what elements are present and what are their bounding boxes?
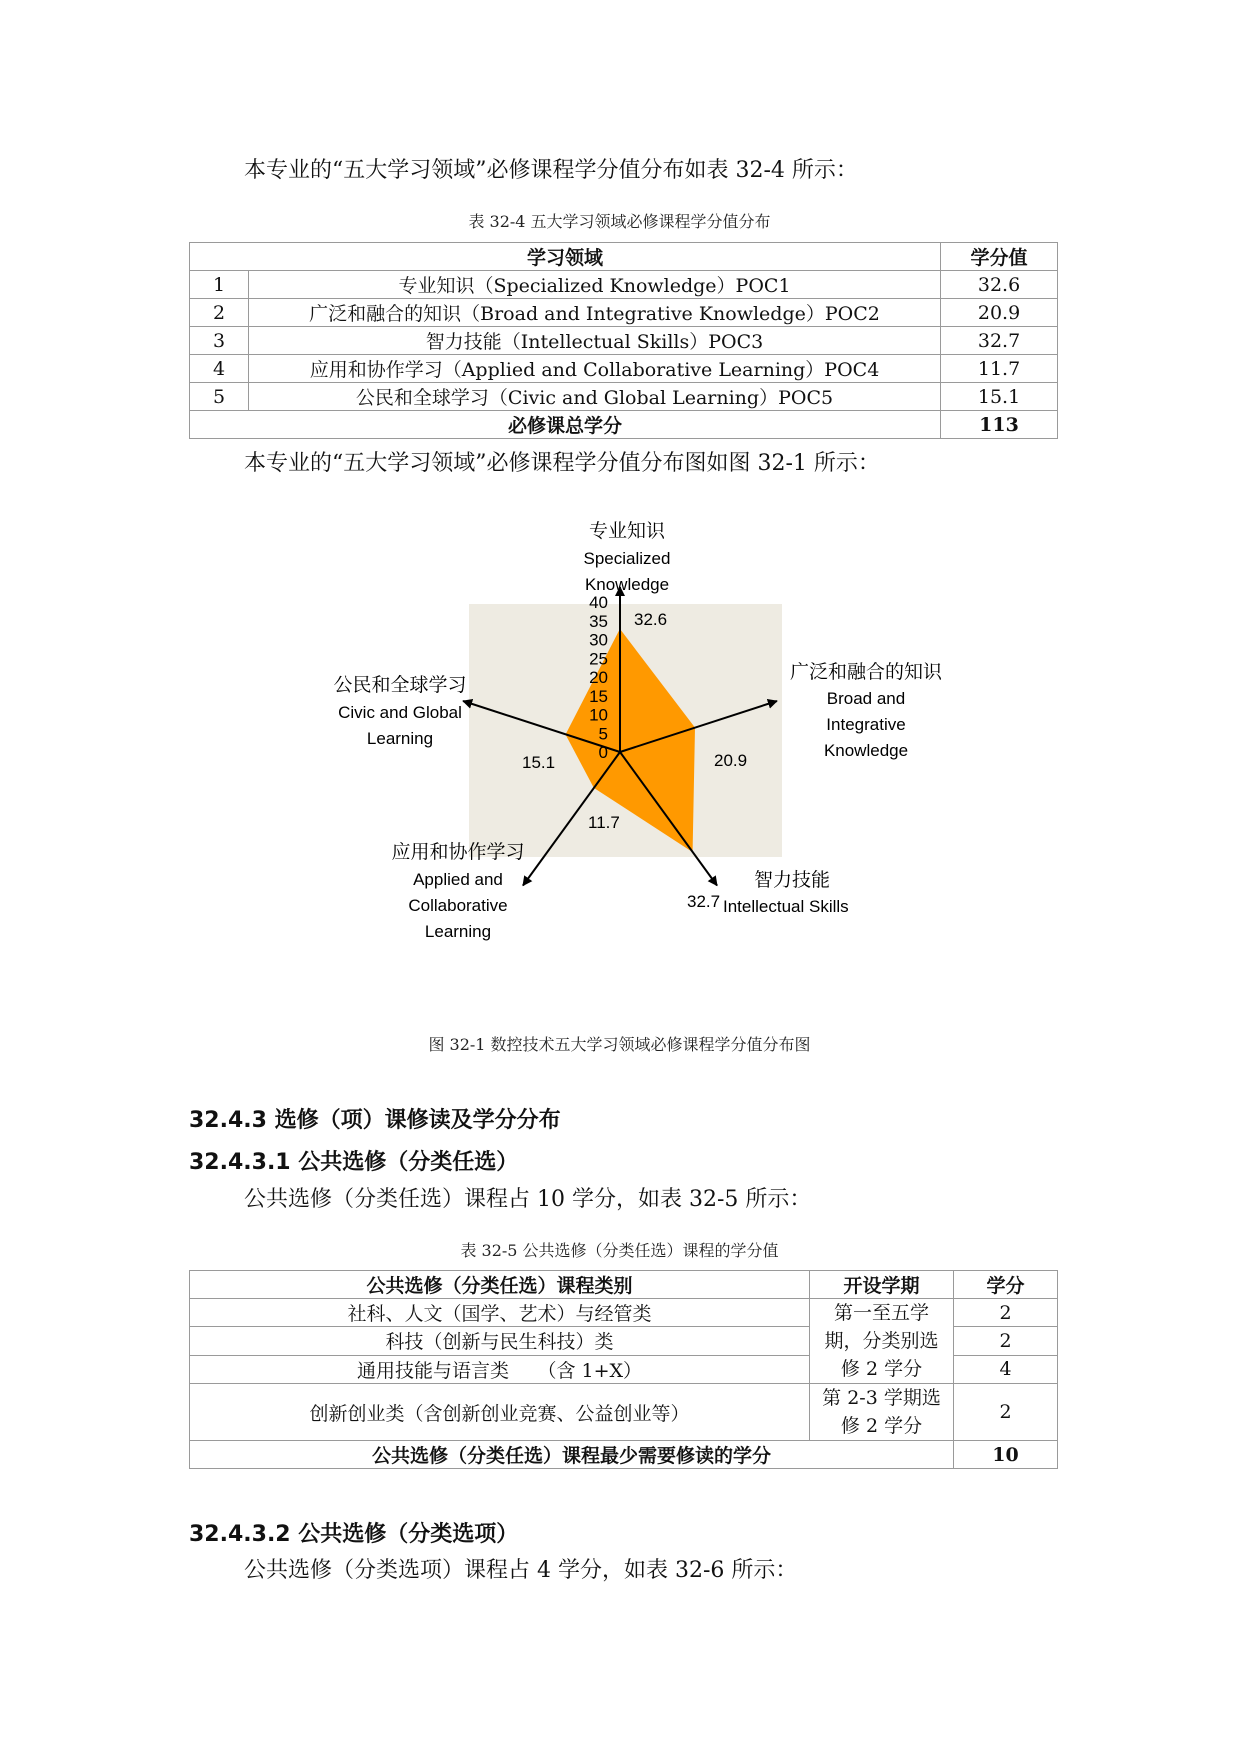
table-row bbox=[190, 299, 1058, 327]
intro-paragraph-4: 公共选修（分类选项）课程占 4 学分，如表 32-6 所示： bbox=[244, 1558, 798, 1583]
row-domain: 应用和协作学习（Applied and Collaborative Learning）POC4 bbox=[249, 355, 941, 383]
row-domain: 广泛和融合的知识（Broad and Integrative Knowledge）POC2 bbox=[249, 299, 941, 327]
row-category: 创新创业类（含创新创业竞赛、公益创业等） bbox=[190, 1384, 810, 1441]
header-credit: 学分值 bbox=[941, 243, 1058, 271]
category-en: Integrative bbox=[826, 715, 906, 734]
radial-tick-label: 15 bbox=[589, 686, 608, 706]
category-zh: 应用和协作学习 bbox=[391, 841, 525, 863]
row-credit: 2 bbox=[954, 1327, 1058, 1355]
table-total-row bbox=[190, 411, 1058, 439]
category-en: Applied and bbox=[413, 870, 503, 889]
row-category: 通用技能与语言类 （含 1+X） bbox=[190, 1355, 810, 1383]
radial-tick-label: 20 bbox=[589, 668, 608, 687]
radar-chart bbox=[0, 500, 1239, 1000]
table-header-row bbox=[190, 1271, 1058, 1299]
header-domain: 学习领域 bbox=[190, 243, 941, 271]
row-domain: 公民和全球学习（Civic and Global Learning）POC5 bbox=[249, 383, 941, 411]
credit-domain-table bbox=[189, 242, 1058, 439]
row-domain: 专业知识（Specialized Knowledge）POC1 bbox=[249, 271, 941, 299]
radial-tick-label: 25 bbox=[589, 649, 608, 669]
radial-tick-label: 40 bbox=[589, 593, 608, 612]
elective-credit-table bbox=[189, 1270, 1058, 1469]
radial-tick-label: 5 bbox=[598, 724, 608, 744]
figure-caption: 图 32-1 数控技术五大学习领域必修课程学分值分布图 bbox=[428, 1035, 811, 1054]
category-zh: 广泛和融合的知识 bbox=[789, 661, 943, 683]
category-en: Knowledge bbox=[823, 741, 909, 760]
row-credit: 4 bbox=[954, 1355, 1058, 1383]
row-number: 5 bbox=[190, 383, 249, 411]
total-label: 必修课总学分 bbox=[190, 411, 941, 439]
category-label-civic bbox=[333, 674, 466, 748]
category-label-broad bbox=[790, 661, 943, 760]
category-zh: 智力技能 bbox=[754, 869, 831, 891]
total-value: 10 bbox=[954, 1441, 1058, 1469]
category-en: Civic and Global bbox=[338, 703, 462, 722]
radial-tick-label: 10 bbox=[589, 705, 608, 725]
category-en: Learning bbox=[424, 922, 492, 941]
table-header-row bbox=[190, 243, 1058, 271]
category-label-applied bbox=[391, 841, 524, 941]
table-row bbox=[190, 1299, 1058, 1327]
radial-tick-label: 30 bbox=[589, 630, 608, 650]
row-credit: 2 bbox=[954, 1384, 1058, 1441]
category-en: Learning bbox=[366, 729, 434, 748]
row-number: 1 bbox=[190, 271, 249, 299]
row-credit: 20.9 bbox=[941, 299, 1058, 327]
row-number: 2 bbox=[190, 299, 249, 327]
row-category: 科技（创新与民生科技）类 bbox=[190, 1327, 810, 1355]
row-credit: 15.1 bbox=[941, 383, 1058, 411]
row-credit: 32.6 bbox=[941, 271, 1058, 299]
term-cell-1 bbox=[810, 1299, 954, 1384]
category-en: Specialized bbox=[583, 549, 671, 568]
header-term: 开设学期 bbox=[810, 1271, 954, 1299]
value-label-specialized: 32.6 bbox=[634, 610, 668, 629]
term-line: 第一至五学 bbox=[833, 1302, 929, 1324]
row-number: 4 bbox=[190, 355, 249, 383]
value-label-applied: 11.7 bbox=[588, 813, 620, 832]
header-credit: 学分 bbox=[954, 1271, 1058, 1299]
table-row bbox=[190, 1384, 1058, 1441]
table2-caption: 表 32-5 公共选修（分类任选）课程的学分值 bbox=[460, 1241, 779, 1260]
row-credit: 11.7 bbox=[941, 355, 1058, 383]
total-value: 113 bbox=[941, 411, 1058, 439]
section-heading-32-4-3-2: 32.4.3.2 公共选修（分类选项） bbox=[189, 1522, 519, 1547]
table1-caption: 表 32-4 五大学习领域必修课程学分值分布 bbox=[468, 212, 771, 231]
table-row bbox=[190, 383, 1058, 411]
value-label-civic: 15.1 bbox=[522, 753, 556, 772]
term-cell-2 bbox=[810, 1384, 954, 1441]
row-credit: 2 bbox=[954, 1299, 1058, 1327]
intro-paragraph-1: 本专业的“五大学习领域”必修课程学分值分布如表 32-4 所示： bbox=[244, 158, 858, 183]
row-domain: 智力技能（Intellectual Skills）POC3 bbox=[249, 327, 941, 355]
value-label-broad: 20.9 bbox=[714, 751, 748, 770]
category-zh: 专业知识 bbox=[588, 520, 666, 542]
row-category: 社科、人文（国学、艺术）与经管类 bbox=[190, 1299, 810, 1327]
row-number: 3 bbox=[190, 327, 249, 355]
category-label-specialized bbox=[584, 520, 671, 594]
category-en: Knowledge bbox=[584, 575, 670, 594]
term-line: 第 2-3 学期选 bbox=[822, 1387, 941, 1409]
table-total-row bbox=[190, 1441, 1058, 1469]
term-line: 期，分类别选 bbox=[824, 1330, 939, 1352]
value-label-intellectual: 32.7 bbox=[687, 892, 721, 911]
radial-tick-label: 0 bbox=[598, 743, 608, 762]
section-heading-32-4-3: 32.4.3 选修（项）课修读及学分分布 bbox=[189, 1108, 561, 1133]
table-row bbox=[190, 327, 1058, 355]
header-category: 公共选修（分类任选）课程类别 bbox=[190, 1271, 810, 1299]
section-heading-32-4-3-1: 32.4.3.1 公共选修（分类任选） bbox=[189, 1150, 519, 1175]
intro-paragraph-2: 本专业的“五大学习领域”必修课程学分值分布图如图 32-1 所示： bbox=[244, 451, 880, 476]
radial-tick-label: 35 bbox=[589, 611, 608, 631]
row-credit: 32.7 bbox=[941, 327, 1058, 355]
category-zh: 公民和全球学习 bbox=[333, 674, 467, 696]
table-row bbox=[190, 355, 1058, 383]
category-label-intellectual bbox=[723, 869, 849, 916]
term-line: 修 2 学分 bbox=[840, 1415, 923, 1437]
category-en: Collaborative bbox=[408, 896, 508, 915]
table-row bbox=[190, 271, 1058, 299]
term-line: 修 2 学分 bbox=[840, 1358, 923, 1380]
intro-paragraph-3: 公共选修（分类任选）课程占 10 学分，如表 32-5 所示： bbox=[244, 1187, 812, 1212]
total-label: 公共选修（分类任选）课程最少需要修读的学分 bbox=[190, 1441, 954, 1469]
category-en: Intellectual Skills bbox=[723, 897, 849, 916]
category-en: Broad and bbox=[826, 689, 906, 708]
